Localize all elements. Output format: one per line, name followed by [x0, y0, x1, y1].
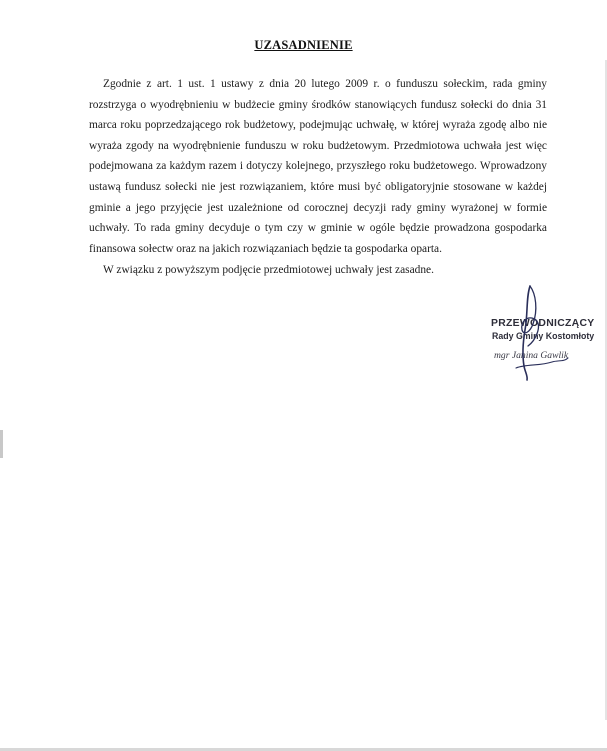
closing-paragraph: W związku z powyższym podjęcie przedmiotowej uchwały jest zasadne.	[103, 264, 434, 277]
stamp-council: Rady Gminy Kostomłoty	[492, 331, 595, 341]
document-title: UZASADNIENIE	[254, 38, 353, 52]
scan-artifact-left	[0, 430, 3, 458]
stamp-name: mgr Janina Gawlik	[494, 350, 569, 361]
justification-paragraph: Zgodnie z art. 1 ust. 1 ustawy z dnia 20 lutego 2009 r. o funduszu sołeckim, rada gminy rozstrzyga o wyodrębnieniu w budżecie gminy środków stanowiących fundusz sołecki do dnia 31 marca roku poprzedzającego rok budżetowy, podejmując uchwałę, w której wyraża zgodę albo nie wyraża zgody na wyodrębnienie funduszu w roku budżetowym. Przedmiotowa uchwała jest więc podejmowana za każdym razem i dotyczy kolejnego, przyszłego roku budżetowego. Wprowadzony ustawą fundusz sołecki nie jest rozwiązaniem, które musi być obligatoryjnie stosowane w każdej gminie a jego przyjęcie jest uzależnione od corocznej decyzji rady gminy wyrażonej w formie uchwały. To rada gminy decyduje o tym czy w gminie w ogóle będzie prowadzona gospodarka finansowa sołectw oraz na jakich rozwiązaniach będzie ta gospodarka oparta.	[89, 78, 547, 255]
document-body	[89, 74, 547, 281]
handwritten-signature	[478, 284, 578, 384]
stamp-title: PRZEWODNICZĄCY	[491, 318, 595, 329]
